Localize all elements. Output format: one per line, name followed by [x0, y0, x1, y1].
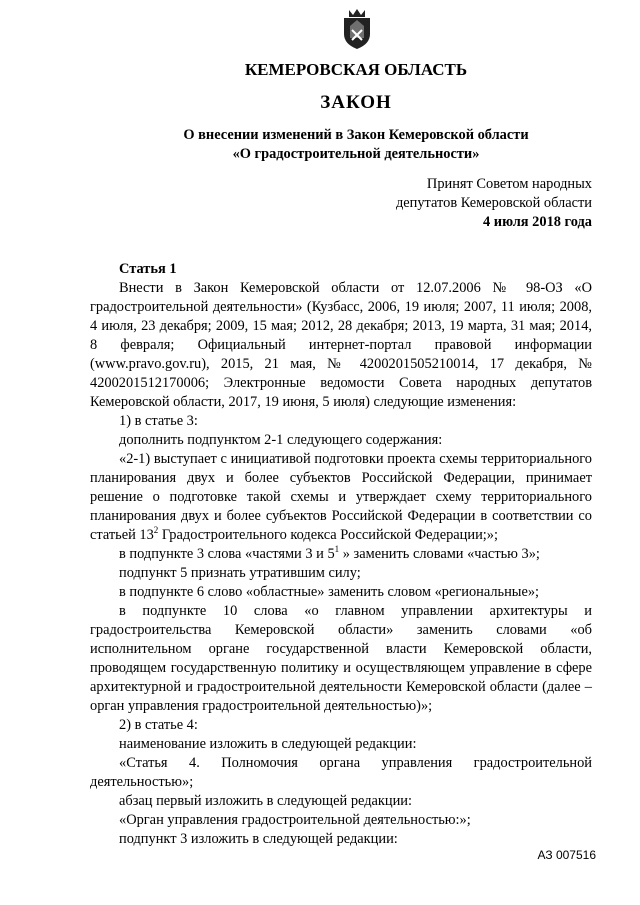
adoption-date: 4 июля 2018 года [483, 214, 592, 230]
superscript-1: 1 [334, 544, 340, 555]
adoption-line-2: депутатов Кемеровской области [395, 195, 592, 211]
law-title [0, 126, 640, 164]
paragraph-subitem-6: в подпункте 6 слово «областные» заменить словом «региональные»; [119, 584, 540, 600]
paragraph-subitem-5: подпункт 5 признать утратившим силу; [119, 565, 361, 581]
coat-of-arms-emblem [340, 8, 374, 50]
paragraph-intro: Внести в Закон Кемеровской области от 12.07.2006 № 98-ОЗ «О градостроительной деятельности» (Кузбасс, 2006, 19 июля; 2007, 11 июля; 2008, 4 июля, 23 декабря; 2009, 15 мая; 2012, 28 декабря; 2013, 19 марта, 31 мая; 2014, 8 февраля; Официальный интернет-портал правовой информации (www.pravo.gov.ru), 2015, 21 мая, № 4200201505210014, 17 декабря, № 4200201512170006; Электронные ведомости Совета народных депутатов Кемеровской области, 2017, 19 июня, 5 июля) следующие изменения: [90, 280, 592, 410]
subitem-2-1-end: Градостроительного кодекса Российской Федерации;»; [158, 527, 498, 543]
paragraph-subitem-3 [90, 545, 592, 564]
law-title-line-1: О внесении изменений в Закон Кемеровской области [183, 127, 529, 143]
adoption-block [396, 175, 592, 232]
subitem-2-1-text: «2-1) выступает с инициативой подготовки проекта схемы территориального планирования двух и более субъектов Российской Федерации, принимает решение о подготовке такой схемы и утверждает схему территориального планирования двух и более субъектов Российской Федерации в соответствии со статьей 13 [90, 451, 592, 543]
paragraph-name-change: наименование изложить в следующей редакции: [119, 736, 417, 752]
superscript-2: 2 [153, 525, 159, 536]
paragraph-first-abzac: абзац первый изложить в следующей редакции: [119, 793, 413, 809]
adoption-line-1: Принят Советом народных [426, 176, 592, 192]
region-name: КЕМЕРОВСКАЯ ОБЛАСТЬ [244, 60, 468, 79]
paragraph-organ-text: «Орган управления градостроительной деятельностью:»; [119, 812, 471, 828]
article-heading: Статья 1 [119, 261, 177, 277]
paragraph-subitem-2-1 [90, 450, 592, 545]
law-title-line-2: «О градостроительной деятельности» [232, 146, 480, 162]
paragraph-article-4-title: «Статья 4. Полномочия органа управления градостроительной деятельностью»; [90, 755, 592, 790]
serial-number: АЗ 007516 [537, 848, 596, 862]
paragraph-item-2: 2) в статье 4: [119, 717, 198, 733]
paragraph-add-subitem: дополнить подпунктом 2-1 следующего содержания: [119, 432, 443, 448]
document-type: ЗАКОН [320, 92, 392, 113]
paragraph-subitem-3-change: подпункт 3 изложить в следующей редакции: [119, 831, 398, 847]
subitem-3-text-b: » заменить словами «частью 3»; [339, 546, 540, 562]
subitem-3-text-a: в подпункте 3 слова «частями 3 и 5 [119, 546, 335, 562]
law-body [90, 260, 592, 849]
paragraph-item-1: 1) в статье 3: [119, 413, 198, 429]
paragraph-subitem-10: в подпункте 10 слова «о главном управлении архитектуры и градостроительства Кемеровской области» заменить словами «об исполнительном органе государственной власти Кемеровской области, проводящем государственную политику и осуществляющем управление в сфере архитектурной и градостроительной деятельности Кемеровской области (далее – орган управления градостроительной деятельностью)»; [90, 603, 592, 714]
